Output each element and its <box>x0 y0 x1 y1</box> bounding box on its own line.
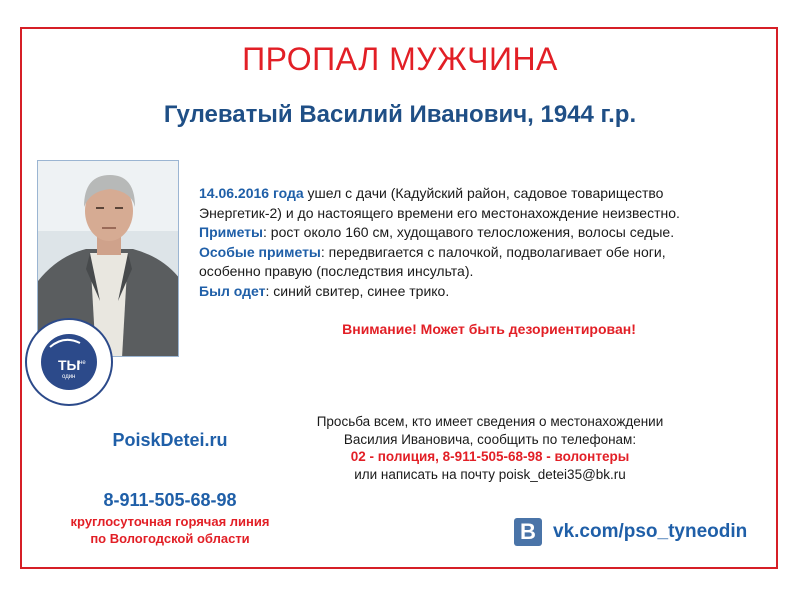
clothes-label: Был одет <box>199 282 266 299</box>
vk-url[interactable]: vk.com/pso_tyneodin <box>553 521 748 542</box>
hotline-description: круглосуточная горячая линия по Вологодской области <box>70 514 270 546</box>
contact-request: Просьба всем, кто имеет сведения о местонахождении Василия Ивановича, сообщить по телефонам: 02 - полиция, 8-911-505-68-98 - волонтеры или написать на почту poisk_detei35@bk.ru <box>290 413 690 483</box>
seal-center-text: ТЫ <box>58 357 81 373</box>
missing-person-name: Гулеватый Василий Иванович, 1944 г.р. <box>163 101 637 128</box>
description-line-2: Энергетик-2) и до настоящего времени его местонахождение неизвестно. <box>199 204 680 221</box>
signs-label: Приметы <box>199 224 263 240</box>
description-line-special-2: особенно правую (последствия инсульта). <box>199 263 474 279</box>
description-line-clothes: Был одет: синий свитер, синее трико. <box>199 282 450 299</box>
description-line-special: Особые приметы: передвигается с палочкой, подволагивает обе ноги, <box>199 243 666 260</box>
hotline-number[interactable]: 8-911-505-68-98 <box>103 490 237 510</box>
date-label: 14.06.2016 года <box>199 185 304 201</box>
contact-email[interactable]: или написать на почту poisk_detei35@bk.ru <box>354 466 626 482</box>
poster-title: ПРОПАЛ МУЖЧИНА <box>242 41 558 77</box>
description-block <box>199 184 779 301</box>
site-link[interactable]: PoiskDetei.ru <box>112 430 228 450</box>
vk-logo-icon: B <box>514 518 542 546</box>
contact-phones[interactable]: 02 - полиция, 8-911-505-68-98 - волонтеры <box>350 449 630 464</box>
seal-center-sub: один <box>62 374 76 380</box>
disorientation-warning: Внимание! Может быть дезориентирован! <box>342 321 636 337</box>
seal-center-sup: не <box>79 360 86 366</box>
special-signs-label: Особые приметы <box>199 243 321 260</box>
description-line-signs: Приметы: рост около 160 см, худощавого телосложения, волосы седые. <box>199 224 675 240</box>
description-line-1: 14.06.2016 года ушел с дачи (Кадуйский район, садовое товарищество <box>199 185 664 201</box>
volunteer-seal-logo <box>24 317 114 407</box>
vk-link[interactable] <box>514 517 747 547</box>
